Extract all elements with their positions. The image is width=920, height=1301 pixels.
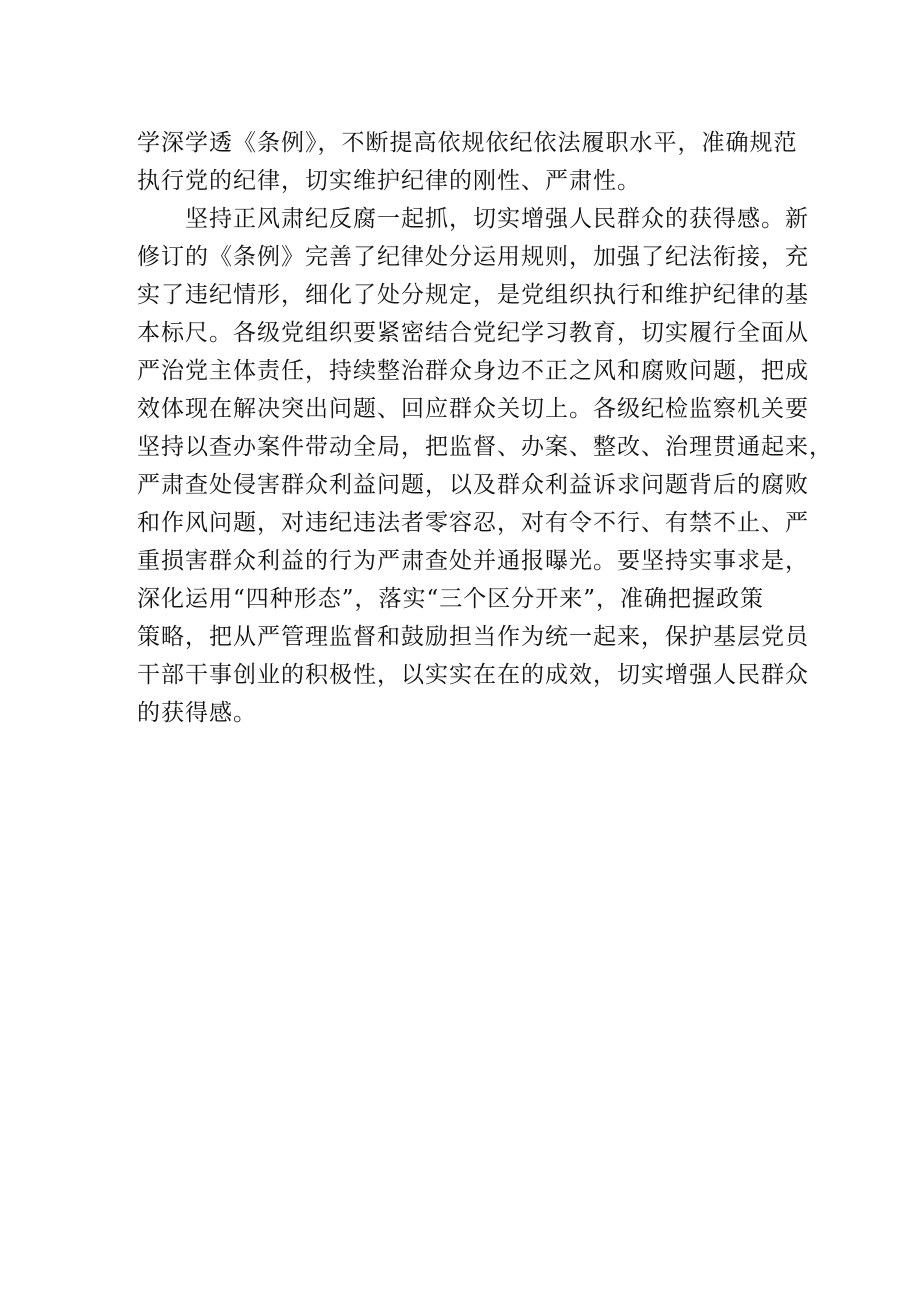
paragraph-line: 实了违纪情形，细化了处分规定，是党组织执行和维护纪律的基 xyxy=(137,282,809,308)
paragraph-1 xyxy=(137,124,798,200)
paragraph-line: 严肃查处侵害群众利益问题，以及群众利益诉求问题背后的腐败 xyxy=(137,472,809,498)
paragraph-line: 坚持以查办案件带动全局，把监督、办案、整改、治理贯通起来， xyxy=(137,434,833,460)
paragraph-line: 的获得感。 xyxy=(137,700,257,726)
paragraph-2 xyxy=(137,200,833,732)
document-body xyxy=(137,124,833,732)
paragraph-line: 修订的《条例》完善了纪律处分运用规则，加强了纪法衔接，充 xyxy=(137,244,809,270)
paragraph-line: 效体现在解决突出问题、回应群众关切上。各级纪检监察机关要 xyxy=(137,396,809,422)
paragraph-line: 学深学透《条例》，不断提高依规依纪依法履职水平，准确规范 xyxy=(137,130,798,156)
paragraph-line: 重损害群众利益的行为严肃查处并通报曝光。要坚持实事求是， xyxy=(137,548,809,574)
paragraph-line: 深化运用“四种形态”，落实“三个区分开来”，准确把握政策 xyxy=(137,586,765,612)
paragraph-line: 严治党主体责任，持续整治群众身边不正之风和腐败问题，把成 xyxy=(137,358,809,384)
paragraph-line: 本标尺。各级党组织要紧密结合党纪学习教育，切实履行全面从 xyxy=(137,320,809,346)
paragraph-line: 干部干事创业的积极性，以实实在在的成效，切实增强人民群众 xyxy=(137,662,809,688)
paragraph-line: 执行党的纪律，切实维护纪律的刚性、严肃性。 xyxy=(137,168,641,194)
paragraph-line: 坚持正风肃纪反腐一起抓，切实增强人民群众的获得感。新 xyxy=(185,206,809,232)
paragraph-line: 和作风问题，对违纪违法者零容忍，对有令不行、有禁不止、严 xyxy=(137,510,809,536)
paragraph-line: 策略，把从严管理监督和鼓励担当作为统一起来，保护基层党员 xyxy=(137,624,809,650)
